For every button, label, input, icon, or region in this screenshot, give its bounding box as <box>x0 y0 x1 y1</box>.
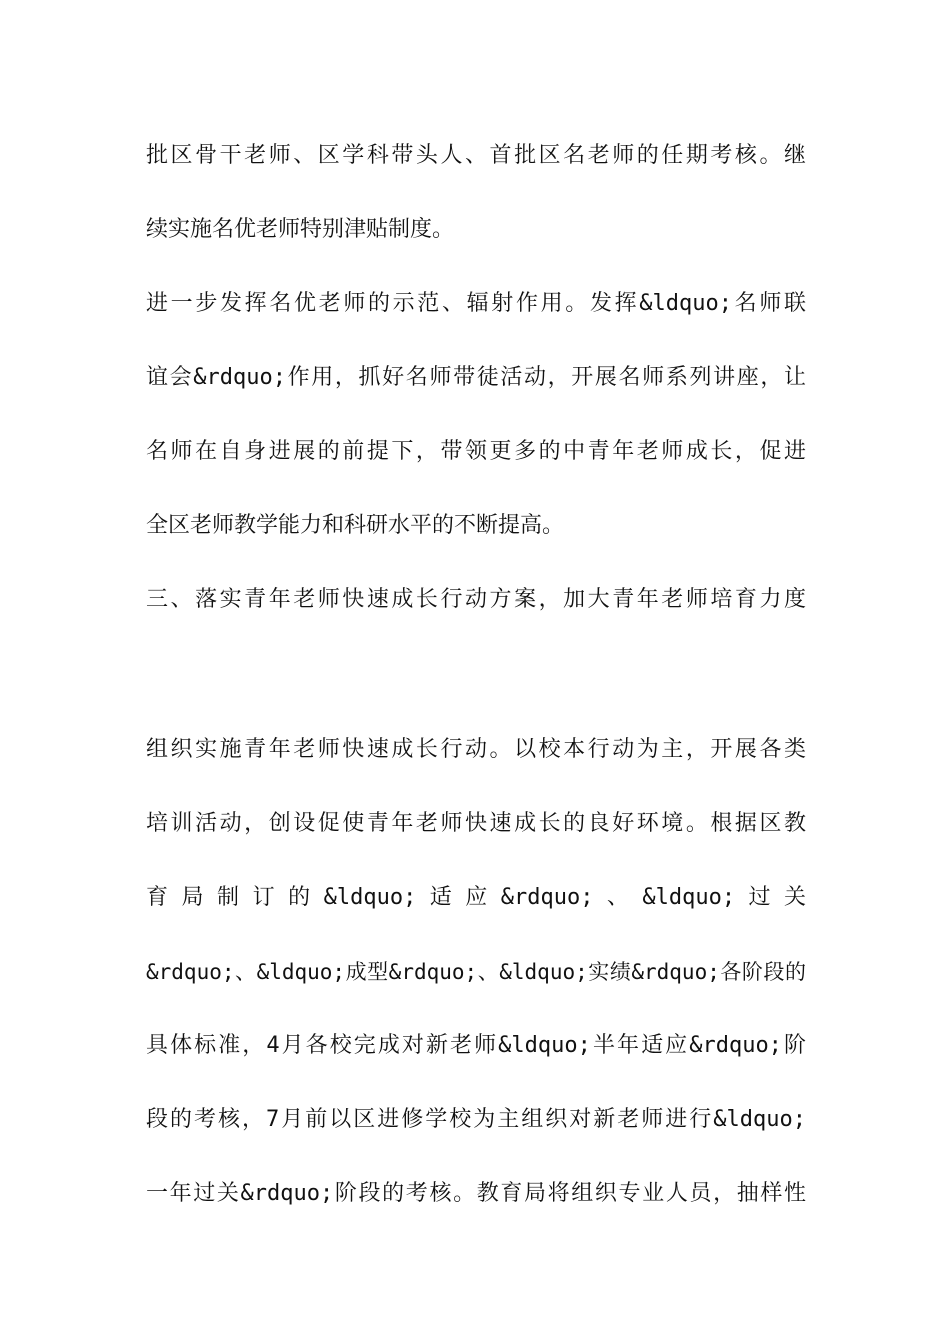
text-line-10: &rdquo;、&ldquo;成型&rdquo;、&ldquo;实绩&rdquo;各阶段的 <box>146 960 806 984</box>
text-line-3: 进一步发挥名优老师的示范、辐射作用。发挥&ldquo;名师联 <box>146 291 806 316</box>
text-line-8: 培训活动，创设促使青年老师快速成长的良好环境。根据区教 <box>146 811 806 836</box>
text-line-7: 组织实施青年老师快速成长行动。以校本行动为主，开展各类 <box>146 737 806 762</box>
text-line-5: 名师在自身进展的前提下，带领更多的中青年老师成长，促进 <box>146 439 806 464</box>
text-line-6: 全区老师教学能力和科研水平的不断提高。 <box>146 513 565 538</box>
text-line-2: 续实施名优老师特别津贴制度。 <box>146 217 455 242</box>
text-line-13: 一年过关&rdquo;阶段的考核。教育局将组织专业人员，抽样性 <box>146 1181 806 1206</box>
text-line-12: 段的考核，7月前以区进修学校为主组织对新老师进行&ldquo; <box>146 1107 806 1132</box>
text-line-9: 育 局 制 订 的 &ldquo; 适 应 &rdquo; 、 &ldquo; 过 关 <box>146 885 806 910</box>
text-line-4: 谊会&rdquo;作用，抓好名师带徒活动，开展名师系列讲座，让 <box>146 365 806 390</box>
text-line-11: 具体标准，4月各校完成对新老师&ldquo;半年适应&rdquo;阶 <box>146 1033 806 1058</box>
section-heading: 三、落实青年老师快速成长行动方案，加大青年老师培育力度 <box>146 587 806 612</box>
text-line-1: 批区骨干老师、区学科带头人、首批区名老师的任期考核。继 <box>146 143 806 168</box>
